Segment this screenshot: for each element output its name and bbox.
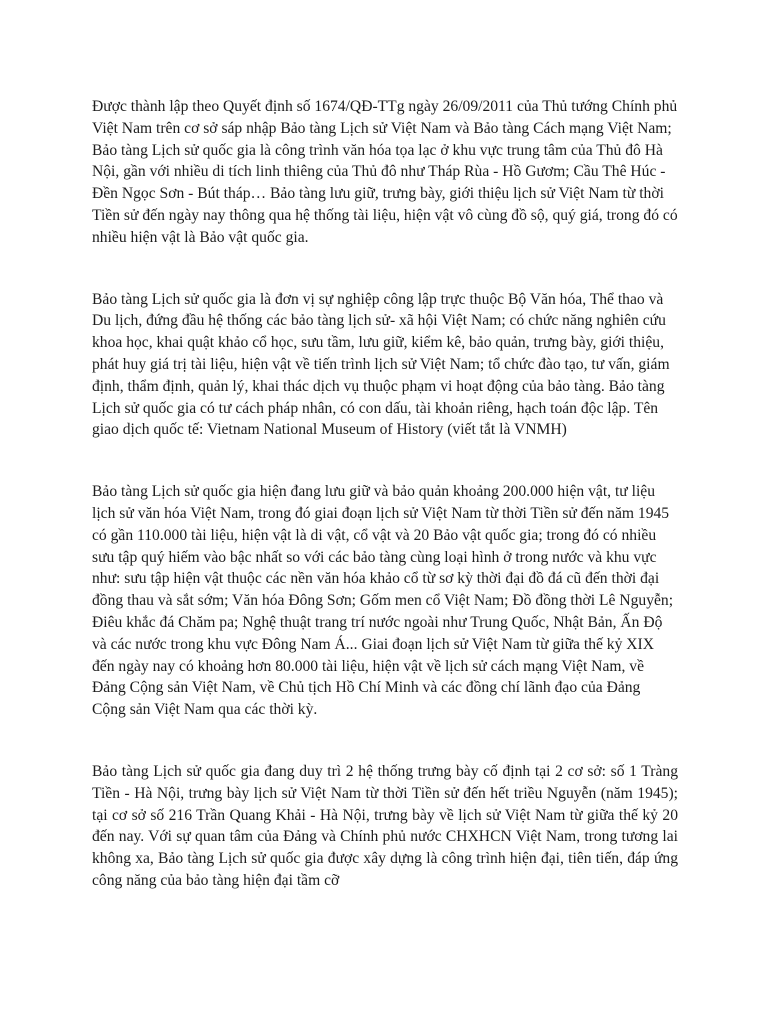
paragraph-2: Bảo tàng Lịch sử quốc gia là đơn vị sự nghiệp công lập trực thuộc Bộ Văn hóa, Thể thao và Du lịch, đứng đầu hệ thống các bảo tàng lịch sử- xã hội Việt Nam; có chức năng nghiên cứu khoa học, khai quật khảo cổ học, sưu tầm, lưu giữ, kiểm kê, bảo quản, trưng bày, giới thiệu, phát huy giá trị tài liệu, hiện vật về tiến trình lịch sử Việt Nam; tổ chức đào tạo, tư vấn, giám định, thẩm định, quản lý, khai thác dịch vụ thuộc phạm vi hoạt động của bảo tàng. Bảo tàng Lịch sử quốc gia có tư cách pháp nhân, có con dấu, tài khoản riêng, hạch toán độc lập. Tên giao dịch quốc tế: Vietnam National Museum of History (viết tắt là VNMH) bbox=[92, 290, 670, 439]
paragraph-1: Được thành lập theo Quyết định số 1674/QĐ-TTg ngày 26/09/2011 của Thủ tướng Chính phủ Việt Nam trên cơ sở sáp nhập Bảo tàng Lịch sử Việt Nam và Bảo tàng Cách mạng Việt Nam; Bảo tàng Lịch sử quốc gia là công trình văn hóa tọa lạc ở khu vực trung tâm của Thủ đô Hà Nội, gần với nhiều di tích linh thiêng của Thủ đô như Tháp Rùa - Hồ Gươm; Cầu Thê Húc - Đền Ngọc Sơn - Bút tháp… Bảo tàng lưu giữ, trưng bày, giới thiệu lịch sử Việt Nam từ thời Tiền sử đến ngày nay thông qua hệ thống tài liệu, hiện vật vô cùng đồ sộ, quý giá, trong đó có nhiều hiện vật là Bảo vật quốc gia. bbox=[92, 98, 678, 246]
paragraph-4: Bảo tàng Lịch sử quốc gia đang duy trì 2 hệ thống trưng bày cố định tại 2 cơ sở: số 1 Tràng Tiền - Hà Nội, trưng bày lịch sử Việt Nam từ thời Tiền sử đến hết triều Nguyễn (năm 1945); tại cơ sở số 216 Trần Quang Khải - Hà Nội, trưng bày về lịch sử Việt Nam từ giữa thế kỷ 20 đến nay. Với sự quan tâm của Đảng và Chính phủ nước CHXHCN Việt Nam, trong tương lai không xa, Bảo tàng Lịch sử quốc gia được xây dựng là công trình hiện đại, tiên tiến, đáp ứng công năng của bảo tàng hiện đại tầm cỡ bbox=[92, 762, 678, 889]
paragraph-3: Bảo tàng Lịch sử quốc gia hiện đang lưu giữ và bảo quản khoảng 200.000 hiện vật, tư liệu lịch sử văn hóa Việt Nam, trong đó giai đoạn lịch sử Việt Nam từ thời Tiền sử đến năm 1945 có gần 110.000 tài liệu, hiện vật là di vật, cổ vật và 20 Bảo vật quốc gia; trong đó có nhiều sưu tập quý hiếm vào bậc nhất so với các bảo tàng cùng loại hình ở trong nước và khu vực như: sưu tập hiện vật thuộc các nền văn hóa khảo cổ từ sơ kỳ thời đại đồ đá cũ đến thời đại đồng thau và sắt sớm; Văn hóa Đông Sơn; Gốm men cổ Việt Nam; Đồ đồng thời Lê Nguyễn; Điêu khắc đá Chăm pa; Nghệ thuật trang trí nước ngoài như Trung Quốc, Nhật Bản, Ấn Độ và các nước trong khu vực Đông Nam Á... Giai đoạn lịch sử Việt Nam từ giữa thế kỷ XIX đến ngày nay có khoảng hơn 80.000 tài liệu, hiện vật về lịch sử cách mạng Việt Nam, về Đảng Cộng sản Việt Nam, về Chủ tịch Hồ Chí Minh và các đồng chí lãnh đạo của Đảng Cộng sản Việt Nam qua các thời kỳ. bbox=[92, 483, 674, 719]
document-body bbox=[92, 96, 678, 932]
